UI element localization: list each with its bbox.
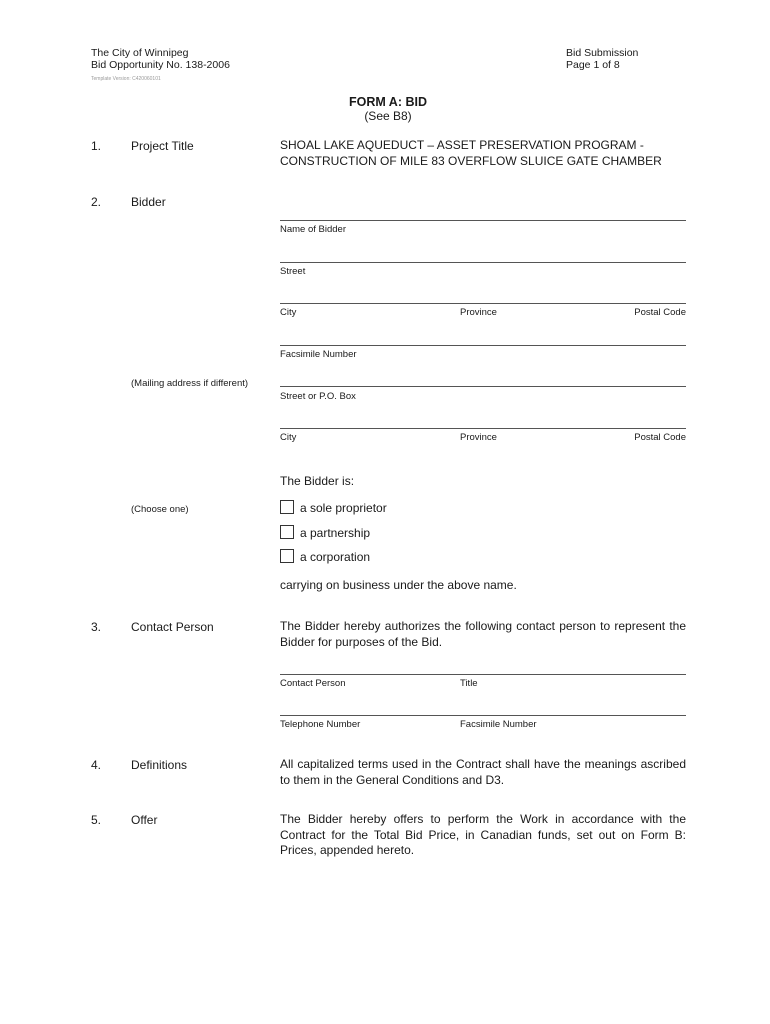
definitions-text: All capitalized terms used in the Contract shall have the meanings ascribed to them in the General Conditions and D3.: [280, 757, 686, 787]
mailing-city-line[interactable]: [280, 428, 686, 429]
title-caption: Title: [460, 678, 478, 689]
header-bid-opportunity: Bid Opportunity No. 138-2006: [91, 59, 230, 71]
section-5-number: 5.: [91, 813, 102, 827]
telephone-facsimile-line[interactable]: [280, 715, 686, 716]
choose-one-note: (Choose one): [131, 504, 189, 515]
contact-person-text: The Bidder hereby authorizes the following contact person to represent the Bidder for purposes of the Bid.: [280, 619, 686, 649]
mailing-province-caption: Province: [460, 432, 497, 443]
section-4-label: Definitions: [131, 758, 188, 772]
section-2-number: 2.: [91, 195, 102, 209]
section-1-number: 1.: [91, 139, 102, 153]
street-po-caption: Street or P.O. Box: [280, 391, 356, 402]
contact-person-caption: Contact Person: [280, 678, 346, 689]
section-3-label: Contact Person: [131, 620, 214, 634]
mailing-city-caption: City: [280, 432, 297, 443]
offer-text: The Bidder hereby offers to perform the Work in accordance with the Contract for the Total Bid Price, in Canadian funds, set out on Form B: Prices, appended hereto.: [280, 812, 686, 857]
sole-proprietor-label: a sole proprietor: [300, 501, 387, 515]
section-3-number: 3.: [91, 620, 102, 634]
sole-proprietor-checkbox[interactable]: [280, 500, 294, 514]
corporation-label: a corporation: [300, 550, 371, 564]
street-po-line[interactable]: [280, 386, 686, 387]
partnership-label: a partnership: [300, 526, 371, 540]
form-subtitle: (See B8): [364, 109, 412, 123]
postal-code-caption: Postal Code: [634, 307, 686, 318]
bidder-is-label: The Bidder is:: [280, 474, 355, 488]
section-4-number: 4.: [91, 758, 102, 772]
form-title: FORM A: BID: [349, 95, 427, 109]
corporation-checkbox[interactable]: [280, 549, 294, 563]
street-line[interactable]: [280, 262, 686, 263]
header-doc-type: Bid Submission: [566, 47, 639, 59]
facsimile-caption: Facsimile Number: [280, 349, 357, 360]
header-page-number: Page 1 of 8: [566, 59, 620, 71]
name-of-bidder-caption: Name of Bidder: [280, 224, 347, 235]
contact-title-line[interactable]: [280, 674, 686, 675]
section-5-label: Offer: [131, 813, 158, 827]
contact-facsimile-caption: Facsimile Number: [460, 719, 537, 730]
mailing-address-note: (Mailing address if different): [131, 378, 249, 389]
city-caption: City: [280, 307, 297, 318]
name-of-bidder-line[interactable]: [280, 220, 686, 221]
project-title-line-2: CONSTRUCTION OF MILE 83 OVERFLOW SLUICE GATE CHAMBER: [280, 154, 662, 168]
section-1-label: Project Title: [131, 139, 194, 153]
carrying-on-business-text: carrying on business under the above name.: [280, 578, 517, 592]
facsimile-line[interactable]: [280, 345, 686, 346]
street-caption: Street: [280, 266, 306, 277]
mailing-postal-code-caption: Postal Code: [634, 432, 686, 443]
partnership-checkbox[interactable]: [280, 525, 294, 539]
header-org: The City of Winnipeg: [91, 47, 189, 59]
city-province-postal-line[interactable]: [280, 303, 686, 304]
template-version: Template Version: C420060101: [91, 76, 161, 82]
section-2-label: Bidder: [131, 195, 166, 209]
telephone-caption: Telephone Number: [280, 719, 361, 730]
province-caption: Province: [460, 307, 497, 318]
project-title-line-1: SHOAL LAKE AQUEDUCT – ASSET PRESERVATION PROGRAM -: [280, 138, 644, 152]
